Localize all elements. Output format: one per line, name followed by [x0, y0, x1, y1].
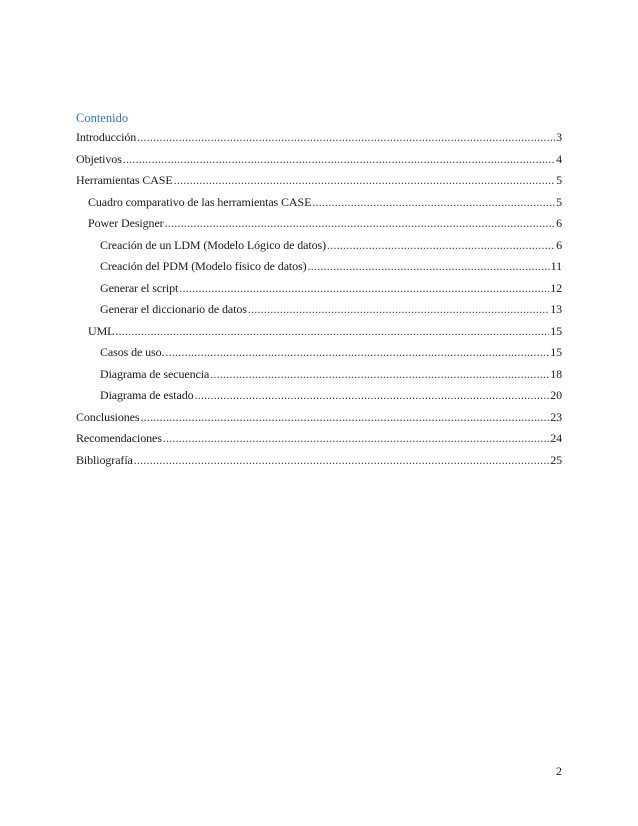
- toc-entry-title: Diagrama de secuencia: [100, 366, 210, 381]
- toc-entry-page: 3: [556, 130, 562, 144]
- toc-entry[interactable]: [76, 152, 562, 167]
- toc-entry-title: Creación del PDM (Modelo físico de datos): [100, 259, 307, 273]
- toc-entry[interactable]: [76, 410, 562, 425]
- toc-entry-page: 23: [550, 409, 562, 424]
- toc-dot-leader: [115, 324, 549, 339]
- toc-entry-title: UML: [88, 323, 115, 338]
- toc-entry-title: Herramientas CASE: [76, 173, 173, 187]
- toc-entry-page: 24: [550, 431, 562, 445]
- toc-entry[interactable]: [100, 281, 562, 296]
- toc-entry-title: Generar el diccionario de datos: [100, 302, 247, 316]
- toc-dot-leader: [140, 410, 549, 425]
- toc-entry-page: 5: [556, 173, 562, 187]
- toc-entry-title: Cuadro comparativo de las herramientas CASE: [88, 194, 312, 209]
- toc-dot-leader: [248, 302, 549, 317]
- toc-entry-title: Conclusiones: [76, 409, 140, 424]
- toc-entry-title: Objetivos: [76, 151, 122, 166]
- toc-dot-leader: [123, 152, 555, 167]
- toc-dot-leader: [163, 431, 549, 446]
- toc-entry[interactable]: [88, 216, 562, 231]
- toc-entry-page: 4: [556, 151, 562, 166]
- toc-heading: Contenido: [76, 111, 129, 125]
- toc-dot-leader: [179, 281, 549, 296]
- toc-dot-leader: [210, 367, 549, 382]
- toc-entry-title: Bibliografía: [76, 452, 133, 467]
- toc-entry[interactable]: [100, 367, 562, 382]
- toc-entry-page: 6: [556, 216, 562, 230]
- toc-entry[interactable]: [76, 453, 562, 468]
- toc-dot-leader: [165, 216, 556, 231]
- toc-dot-leader: [137, 130, 555, 145]
- toc-entry[interactable]: [100, 388, 562, 403]
- toc-dot-leader: [195, 388, 550, 403]
- toc-entry-title: Power Designer: [88, 216, 164, 230]
- toc-entry-title: Recomendaciones: [76, 431, 162, 445]
- toc-entry-page: 18: [550, 366, 562, 381]
- toc-entry-page: 20: [550, 388, 562, 402]
- toc-entry-page: 25: [550, 452, 562, 467]
- toc-dot-leader: [134, 453, 549, 468]
- page-number: 2: [556, 764, 562, 778]
- toc-entry[interactable]: [100, 259, 562, 274]
- toc-entry-page: 15: [550, 345, 562, 359]
- toc-entry[interactable]: [76, 173, 562, 188]
- toc-entry-title: Casos de uso.: [100, 345, 165, 359]
- toc-entry[interactable]: [100, 238, 562, 253]
- toc-entry-page: 12: [550, 280, 562, 295]
- toc-entry-title: Diagrama de estado: [100, 388, 194, 402]
- toc-entry[interactable]: [100, 345, 562, 360]
- toc-dot-leader: [308, 259, 550, 274]
- toc-dot-leader: [174, 173, 555, 188]
- toc-entry[interactable]: [100, 302, 562, 317]
- toc-dot-leader: [312, 195, 555, 210]
- toc-dot-leader: [165, 345, 549, 360]
- toc-entry[interactable]: [88, 195, 562, 210]
- toc-entry-page: 15: [550, 323, 562, 338]
- toc-entry[interactable]: [76, 130, 562, 145]
- toc-entry-title: Generar el script: [100, 280, 179, 295]
- toc-entry-page: 11: [550, 259, 562, 273]
- toc-entry-title: Creación de un LDM (Modelo Lógico de datos): [100, 237, 326, 252]
- toc-entry[interactable]: [88, 324, 562, 339]
- toc-entry[interactable]: [76, 431, 562, 446]
- toc-entry-page: 13: [550, 302, 562, 316]
- toc-entry-page: 6: [556, 237, 562, 252]
- toc-entry-page: 5: [556, 194, 562, 209]
- toc-entry-title: Introducción: [76, 130, 137, 144]
- toc-dot-leader: [327, 238, 555, 253]
